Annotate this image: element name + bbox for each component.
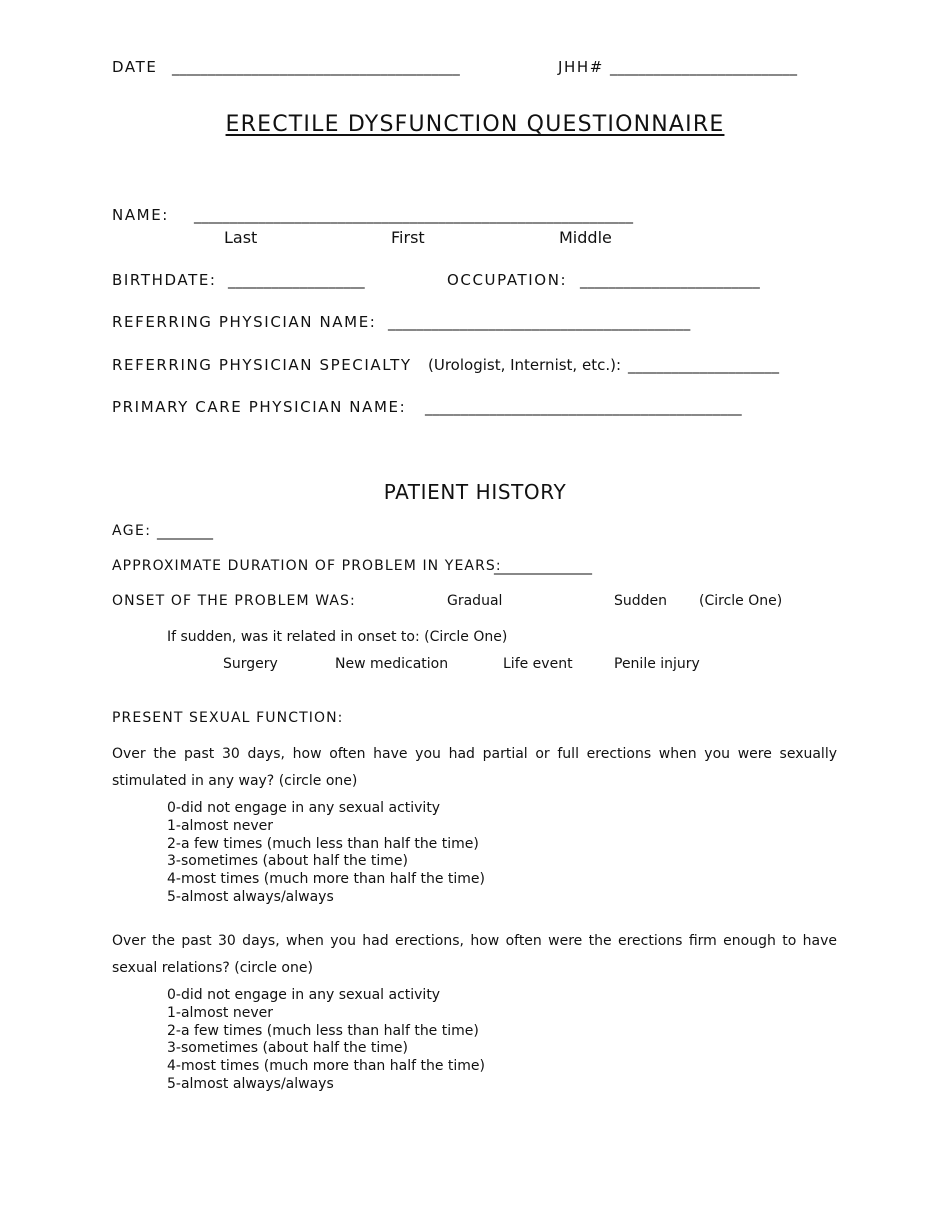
name-sub-last: Last (224, 228, 258, 247)
q2-option-1[interactable]: 1-almost never (167, 1004, 274, 1021)
occupation-label: OCCUPATION: (447, 271, 568, 289)
q1-option-3[interactable]: 3-sometimes (about half the time) (167, 853, 408, 870)
sudden-option-new-medication[interactable]: New medication (335, 656, 449, 672)
question-1-options (167, 800, 485, 907)
question-1: Over the past 30 days, how often have you had partial or full erections when you were sexually stimulated in any way? (circle one) (112, 746, 837, 789)
q2-option-0[interactable]: 0-did not engage in any sexual activity (167, 987, 441, 1003)
occupation-field[interactable]: _________________________ (580, 273, 760, 289)
date-label: DATE (112, 58, 158, 76)
section-heading-sexual-function: PRESENT SEXUAL FUNCTION: (112, 710, 344, 726)
onset-label: ONSET OF THE PROBLEM WAS: (112, 593, 356, 609)
sudden-option-penile-injury[interactable]: Penile injury (614, 656, 700, 672)
q1-option-4[interactable]: 4-most times (much more than half the time) (167, 871, 485, 888)
sudden-question: If sudden, was it related in onset to: (Circle One) (167, 629, 508, 645)
primary-care-label: PRIMARY CARE PHYSICIAN NAME: (112, 398, 407, 416)
jhh-label: JHH# (558, 58, 604, 76)
q2-option-3[interactable]: 3-sometimes (about half the time) (167, 1040, 408, 1057)
sudden-option-surgery[interactable]: Surgery (223, 656, 278, 672)
page-title: ERECTILE DYSFUNCTION QUESTIONNAIRE (225, 112, 725, 137)
name-sub-first: First (391, 228, 425, 247)
birthdate-field[interactable]: ___________________ (228, 273, 365, 289)
question-2-options (167, 987, 485, 1094)
age-label: AGE: (112, 523, 152, 539)
referring-name-label: REFERRING PHYSICIAN NAME: (112, 313, 377, 331)
q2-option-2[interactable]: 2-a few times (much less than half the time) (167, 1022, 479, 1039)
primary-care-field[interactable]: ____________________________________________ (425, 400, 742, 416)
question-2: Over the past 30 days, when you had erections, how often were the erections firm enough to have sexual relations? (circle one) (112, 933, 837, 976)
sudden-option-life-event[interactable]: Life event (503, 656, 573, 672)
name-field[interactable]: _____________________________________________________________ (194, 208, 634, 224)
jhh-field[interactable]: __________________________ (610, 60, 798, 76)
duration-field[interactable]: ______________ (494, 559, 592, 575)
q1-option-2[interactable]: 2-a few times (much less than half the time) (167, 835, 479, 852)
onset-option-gradual[interactable]: Gradual (447, 593, 503, 609)
birthdate-label: BIRTHDATE: (112, 271, 217, 289)
age-field[interactable]: ________ (157, 524, 213, 540)
q2-option-4[interactable]: 4-most times (much more than half the time) (167, 1058, 485, 1075)
q2-option-5[interactable]: 5-almost always/always (167, 1075, 334, 1092)
onset-circle-note: (Circle One) (699, 593, 783, 609)
referring-name-field[interactable]: __________________________________________ (388, 315, 691, 331)
referring-specialty-label: REFERRING PHYSICIAN SPECIALTY (112, 356, 412, 374)
name-sub-middle: Middle (559, 228, 612, 247)
section-heading-patient-history: PATIENT HISTORY (383, 480, 567, 504)
referring-specialty-field[interactable]: _____________________ (628, 358, 780, 374)
referring-specialty-hint: (Urologist, Internist, etc.): (428, 356, 621, 374)
onset-option-sudden[interactable]: Sudden (614, 593, 668, 609)
duration-label: APPROXIMATE DURATION OF PROBLEM IN YEARS: (112, 558, 502, 574)
date-field[interactable]: ________________________________________ (172, 60, 460, 76)
name-label: NAME: (112, 206, 169, 224)
q1-option-5[interactable]: 5-almost always/always (167, 888, 334, 905)
q1-option-1[interactable]: 1-almost never (167, 817, 274, 834)
q1-option-0[interactable]: 0-did not engage in any sexual activity (167, 800, 441, 816)
